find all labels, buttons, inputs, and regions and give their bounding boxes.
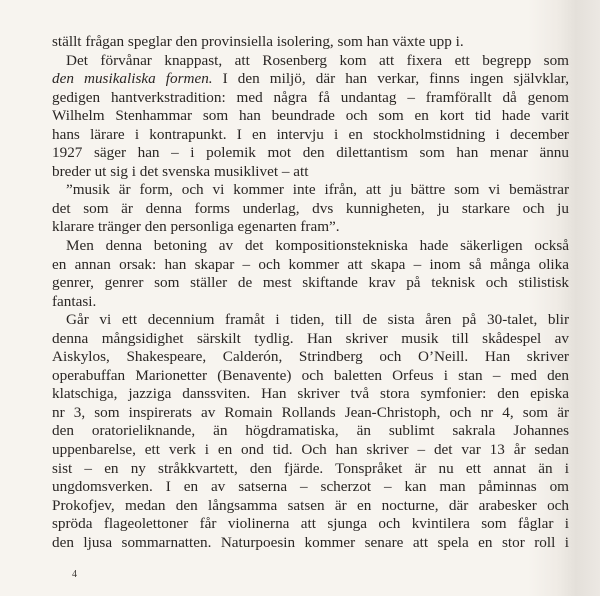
line-text: sist – en ny stråkkvartett, den fjärde. Tonspråket är nu ett annat än i [52,459,569,477]
text-line [52,534,569,553]
text-line [52,89,569,108]
line-text: fantasi. [52,292,97,310]
text-line [52,237,569,256]
text-line [52,330,569,349]
line-text: den ljusa sommarnatten. Naturpoesin kommer senare att spela en stor roll i [52,533,569,551]
line-text: spröda flageolettoner får violinerna att sjunga och kvintilera som fåglar i [52,515,569,533]
line-text: denna mångsidighet särskilt tydlig. Han skriver musik till skådespel av [52,329,569,347]
line-text: det som är denna forms underlag, dvs kunnigheten, ju starkare och ju [52,199,569,217]
italic-phrase: den musikaliska formen. [52,70,213,88]
line-text: Prokofjev, medan den långsamma satsen är en nocturne, där arabesker och [52,496,569,514]
line-text: breder ut sig i det svenska musiklivet – att [52,162,309,180]
body-text [52,33,569,552]
text-line [52,404,569,423]
text-line [52,497,569,516]
text-line [52,70,569,89]
text-line [52,144,569,163]
text-line [52,515,569,534]
text-line [52,460,569,479]
text-line [52,478,569,497]
text-line [52,181,569,200]
text-line [52,441,569,460]
text-line [52,293,569,312]
line-text: klarare tränger den personliga egenarten fram”. [52,218,340,236]
text-line [52,200,569,219]
text-line [52,274,569,293]
line-text: Men denna betoning av det kompositionstekniska hade säkerligen också [66,237,569,255]
line-text: I den miljö, där han verkar, finns ingen självklar, [212,70,569,88]
line-text: Wilhelm Stenhammar som han beundrade och som en kort tid hade varit [52,107,569,125]
text-line [52,256,569,275]
line-text: gedigen hantverkstradition: med några få undantag – framförallt då genom [52,88,569,106]
line-text: 1927 säger han – i polemik mot den dilettantism som han menar ännu [52,144,569,162]
line-text: operabuffan Marionetter (Benavente) och baletten Orfeus i stan – med den [52,366,569,384]
text-line [52,126,569,145]
text-line [52,385,569,404]
text-line [52,107,569,126]
line-text: hans lärare i kontrapunkt. I en intervju i en stockholmstidning i december [52,125,569,143]
page-number: 4 [72,569,77,580]
text-line [52,367,569,386]
line-text: nr 3, som inspirerats av Romain Rollands Jean-Christoph, och nr 4, som är [52,403,569,421]
line-text: uppenbarelse, ett verk i en ond tid. Och han skriver – det var 13 år sedan [52,441,569,459]
text-line [52,52,569,71]
text-line [52,422,569,441]
line-text: ställt frågan speglar den provinsiella isolering, som han växte upp i. [52,33,464,50]
line-text: Går vi ett decennium framåt i tiden, till de sista åren på 30-talet, blir [66,311,569,329]
text-line [52,348,569,367]
text-line [52,218,569,237]
line-text: den oratorieliknande, än högdramatiska, än sublimt sakrala Johannes [52,422,569,440]
text-line [52,311,569,330]
line-text: ”musik är form, och vi kommer inte ifrån, att ju bättre som vi bemästrar [66,181,569,199]
line-text: ungdomsverken. I en av satserna – scherzot – kan man påminnas om [52,478,569,496]
line-text: genrer, genrer som ställer de mest skiftande krav på teknisk och stilistisk [52,274,569,292]
line-text: Aiskylos, Shakespeare, Calderón, Strindberg och O’Neill. Han skriver [52,348,569,366]
line-text: klatschiga, jazziga danssviten. Han skriver två stora symfonier: den episka [52,385,569,403]
text-line [52,163,569,182]
text-line [52,33,569,52]
line-text: en annan orsak: han skapar – och kommer att skapa – inom så många olika [52,255,569,273]
line-text: Det förvånar knappast, att Rosenberg kom att fixera ett begrepp som [66,51,569,69]
